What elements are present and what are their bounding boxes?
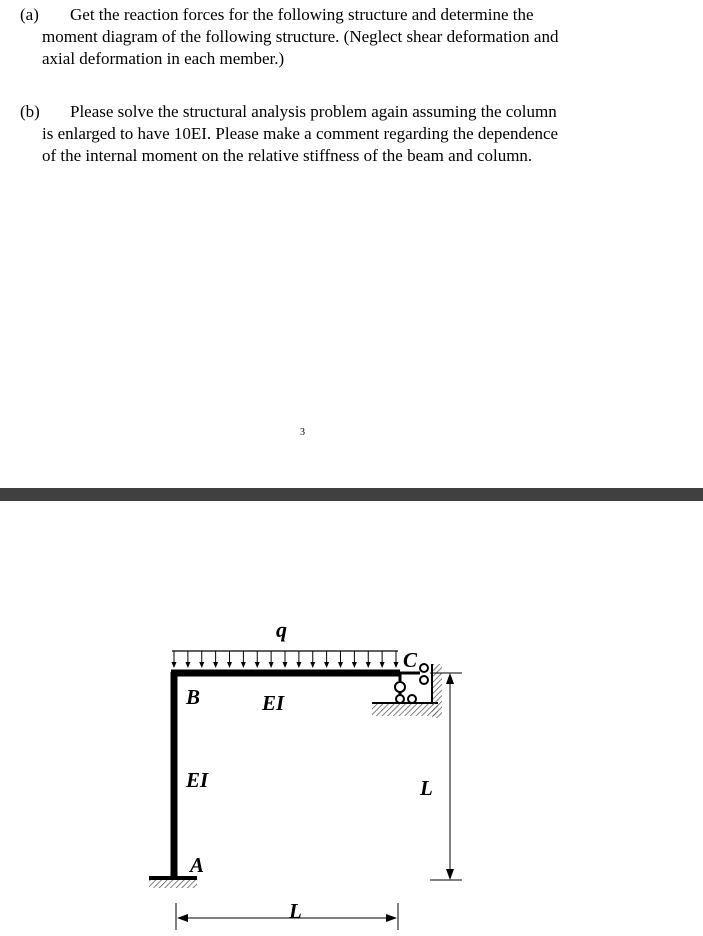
part-b-line-1: (b) Please solve the structural analysis problem again assuming the column <box>20 102 557 121</box>
part-b-paragraph <box>20 101 620 167</box>
joint-c-label: C <box>403 648 418 672</box>
page-separator <box>0 488 703 501</box>
part-a-marker: (a) <box>20 5 39 24</box>
load-label: q <box>276 617 287 642</box>
portal-frame-figure <box>0 501 703 936</box>
part-a-line-3: axial deformation in each member.) <box>42 49 285 68</box>
load-arrow-head <box>227 662 232 668</box>
part-a-line-2: moment diagram of the following structure. (Neglect shear deformation and <box>42 27 559 46</box>
load-arrows <box>172 651 399 668</box>
load-arrow-head <box>255 662 260 668</box>
support-a-label: A <box>190 853 205 877</box>
part-b-line-3: of the internal moment on the relative stiffness of the beam and column. <box>42 146 533 165</box>
load-arrow-head <box>338 662 343 668</box>
load-arrow-head <box>394 662 399 668</box>
load-arrow-head <box>269 662 274 668</box>
load-arrow-head <box>324 662 329 668</box>
span-dimension <box>176 903 398 930</box>
height-dimension-label: L <box>420 776 433 800</box>
part-b-marker: (b) <box>20 102 40 121</box>
document-page-bottom <box>0 501 703 936</box>
part-a-paragraph <box>20 4 620 70</box>
part-a-line-1: (a) Get the reaction forces for the following structure and determine the <box>20 5 534 24</box>
page-number: 3 <box>300 427 305 438</box>
fixed-support-a <box>149 878 197 888</box>
load-arrow-head <box>283 662 288 668</box>
load-arrow-head <box>366 662 371 668</box>
load-arrow-head <box>380 662 385 668</box>
load-arrow-head <box>213 662 218 668</box>
beam-stiffness-label: EI <box>262 691 285 715</box>
load-arrow-head <box>241 662 246 668</box>
load-arrow-head <box>310 662 315 668</box>
column-stiffness-label: EI <box>186 768 209 792</box>
load-arrow-head <box>199 662 204 668</box>
span-dimension-label: L <box>289 899 302 923</box>
load-arrow-head <box>185 662 190 668</box>
load-arrow-head <box>352 662 357 668</box>
joint-b-label: B <box>186 685 201 709</box>
load-arrow-head <box>172 662 177 668</box>
distributed-load <box>172 651 399 668</box>
load-arrow-head <box>296 662 301 668</box>
part-b-line-2: is enlarged to have 10EI. Please make a comment regarding the dependence <box>42 124 559 143</box>
